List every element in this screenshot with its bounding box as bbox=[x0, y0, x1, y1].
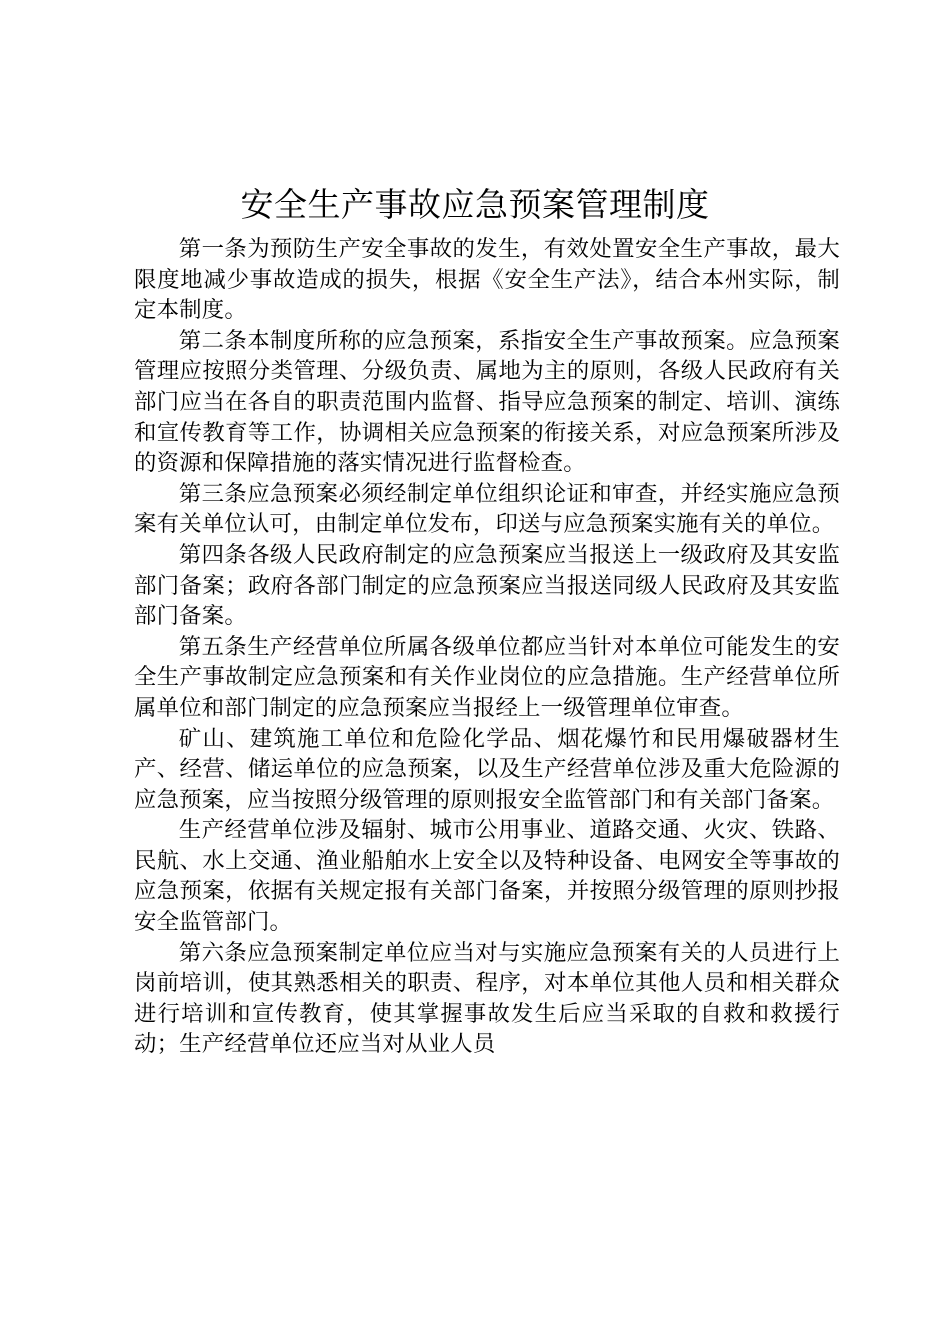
paragraph-6: 矿山、建筑施工单位和危险化学品、烟花爆竹和民用爆破器材生产、经营、储运单位的应急预案，以及生产经营单位涉及重大危险源的应急预案，应当按照分级管理的原则报安全监管部门和有关部门备案。 bbox=[134, 725, 840, 813]
paragraph-1: 第一条为预防生产安全事故的发生，有效处置安全生产事故，最大限度地减少事故造成的损失，根据《安全生产法》，结合本州实际，制定本制度。 bbox=[134, 236, 840, 324]
paragraph-8: 第六条应急预案制定单位应当对与实施应急预案有关的人员进行上岗前培训，使其熟悉相关的职责、程序，对本单位其他人员和相关群众进行培训和宣传教育，使其掌握事故发生后应当采取的自救和救援行动；生产经营单位还应当对从业人员 bbox=[134, 939, 840, 1058]
paragraph-2: 第二条本制度所称的应急预案，系指安全生产事故预案。应急预案管理应按照分类管理、分级负责、属地为主的原则，各级人民政府有关部门应当在各自的职责范围内监督、指导应急预案的制定、培训、演练和宣传教育等工作，协调相关应急预案的衔接关系，对应急预案所涉及的资源和保障措施的落实情况进行监督检查。 bbox=[134, 327, 840, 477]
document-title: 安全生产事故应急预案管理制度 bbox=[240, 185, 710, 224]
paragraph-7: 生产经营单位涉及辐射、城市公用事业、道路交通、火灾、铁路、民航、水上交通、渔业船舶水上安全以及特种设备、电网安全等事故的应急预案，依据有关规定报有关部门备案，并按照分级管理的原则抄报安全监管部门。 bbox=[134, 817, 840, 936]
document-body bbox=[134, 234, 840, 1060]
paragraph-3: 第三条应急预案必须经制定单位组织论证和审查，并经实施应急预案有关单位认可，由制定单位发布，印送与应急预案实施有关的单位。 bbox=[134, 480, 840, 538]
paragraph-5: 第五条生产经营单位所属各级单位都应当针对本单位可能发生的安全生产事故制定应急预案和有关作业岗位的应急措施。生产经营单位所属单位和部门制定的应急预案应当报经上一级管理单位审查。 bbox=[134, 633, 840, 721]
paragraph-4: 第四条各级人民政府制定的应急预案应当报送上一级政府及其安监部门备案；政府各部门制定的应急预案应当报送同级人民政府及其安监部门备案。 bbox=[134, 541, 840, 630]
